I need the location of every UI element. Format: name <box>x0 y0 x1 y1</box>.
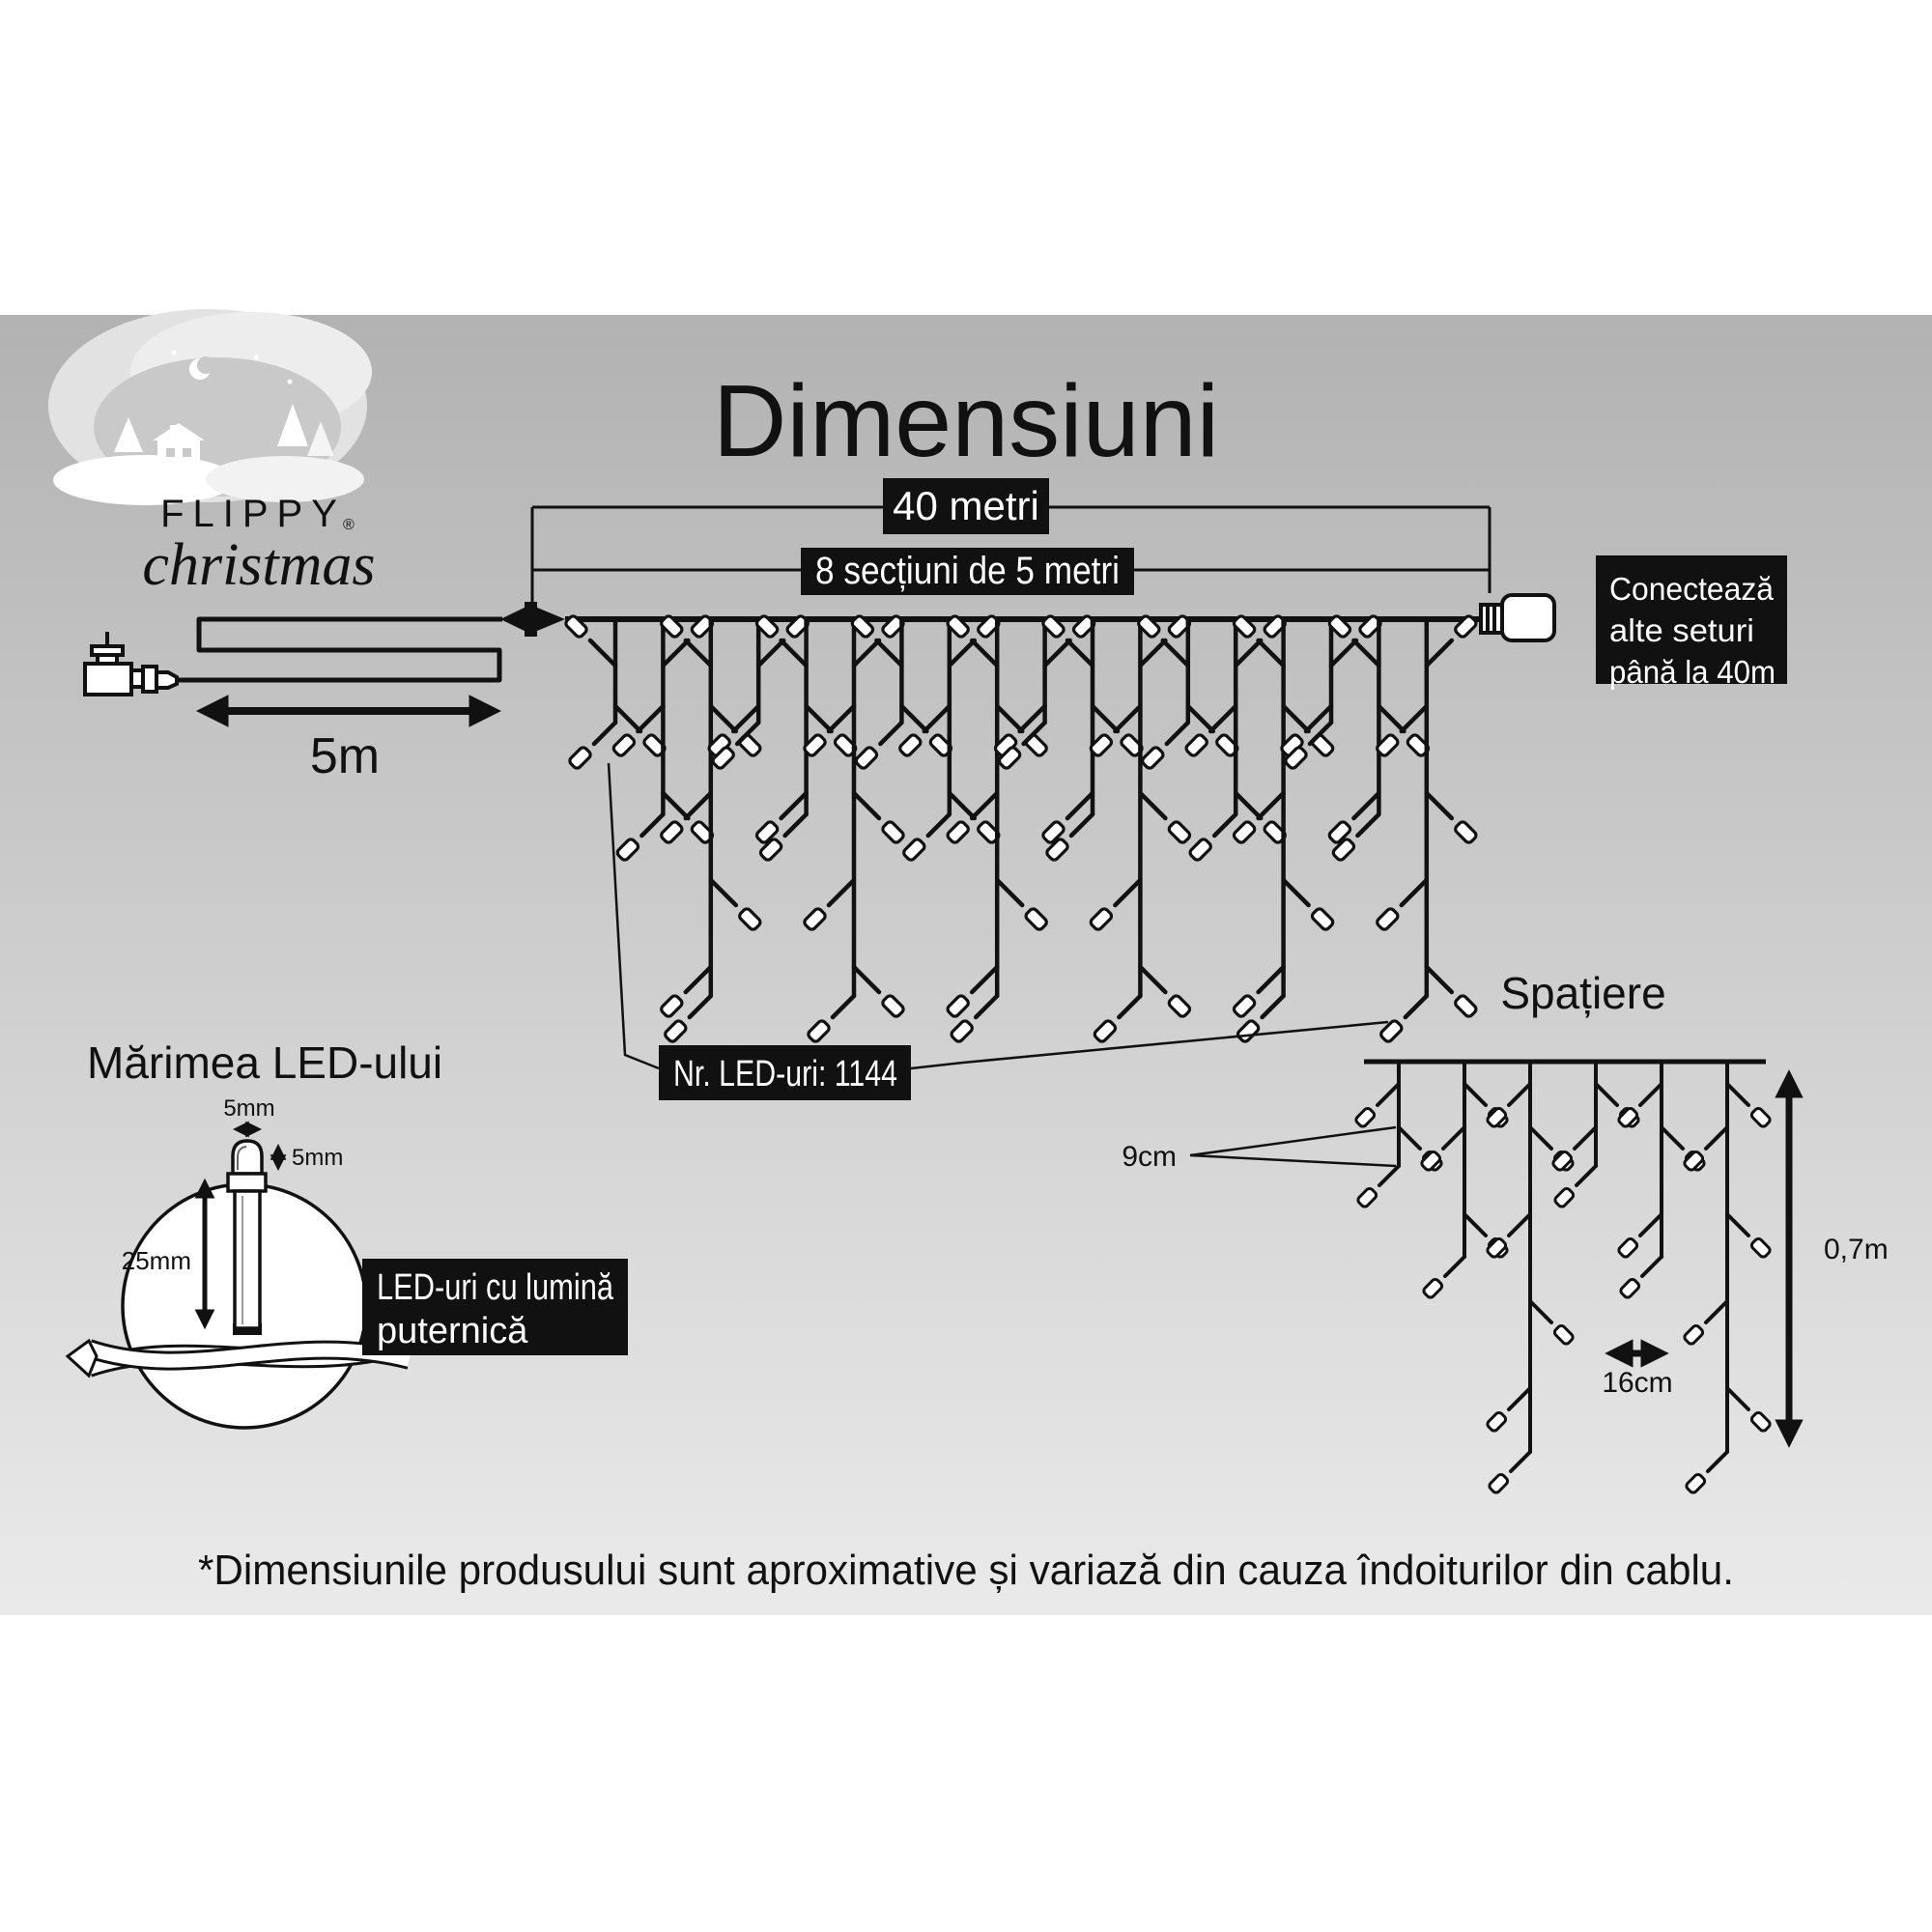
led-size-heading: Mărimea LED-ului <box>87 1037 443 1088</box>
drop-gap-label: 16cm <box>1602 1367 1673 1399</box>
led-bulb-icon <box>228 1141 266 1335</box>
footnote: *Dimensiunile produsului sunt aproximative și variază din cauza îndoiturilor din cablu. <box>198 1547 1734 1594</box>
logo-brand-text: FLIPPY <box>160 493 346 535</box>
led-width-label: 5mm <box>223 1095 275 1122</box>
led-gap-label: 9cm <box>1122 1141 1177 1173</box>
total-length-label: 40 metri <box>893 483 1039 528</box>
led-count-label: Nr. LED-uri: 1144 <box>673 1054 897 1094</box>
winter-scene-icon <box>48 309 372 505</box>
led-note-line1: LED-uri cu lumină <box>377 1267 614 1308</box>
spacing-heading: Spațiere <box>1500 968 1666 1018</box>
connector-note-panel <box>1596 555 1787 690</box>
led-body-height-label: 25mm <box>121 1246 191 1275</box>
drop-height-label: 0,7m <box>1824 1234 1889 1265</box>
logo-registered-mark: ® <box>343 517 355 533</box>
led-count-panel <box>659 1045 911 1100</box>
total-length-badge <box>883 478 1049 534</box>
sections-badge <box>801 548 1134 595</box>
led-note-panel <box>362 1259 628 1355</box>
lead-length-label: 5m <box>309 728 381 784</box>
connector-note-line1: Conectează <box>1609 571 1775 607</box>
connector-note-line3: până la 40m <box>1609 654 1776 690</box>
page-title: Dimensiuni <box>712 364 1220 478</box>
logo-script-text: christmas <box>142 532 376 598</box>
led-note-line2: puternică <box>377 1311 528 1351</box>
sections-label: 8 secțiuni de 5 metri <box>815 550 1120 592</box>
led-dome-height-label: 5mm <box>292 1145 344 1171</box>
connector-note-line2: alte seturi <box>1609 612 1754 648</box>
